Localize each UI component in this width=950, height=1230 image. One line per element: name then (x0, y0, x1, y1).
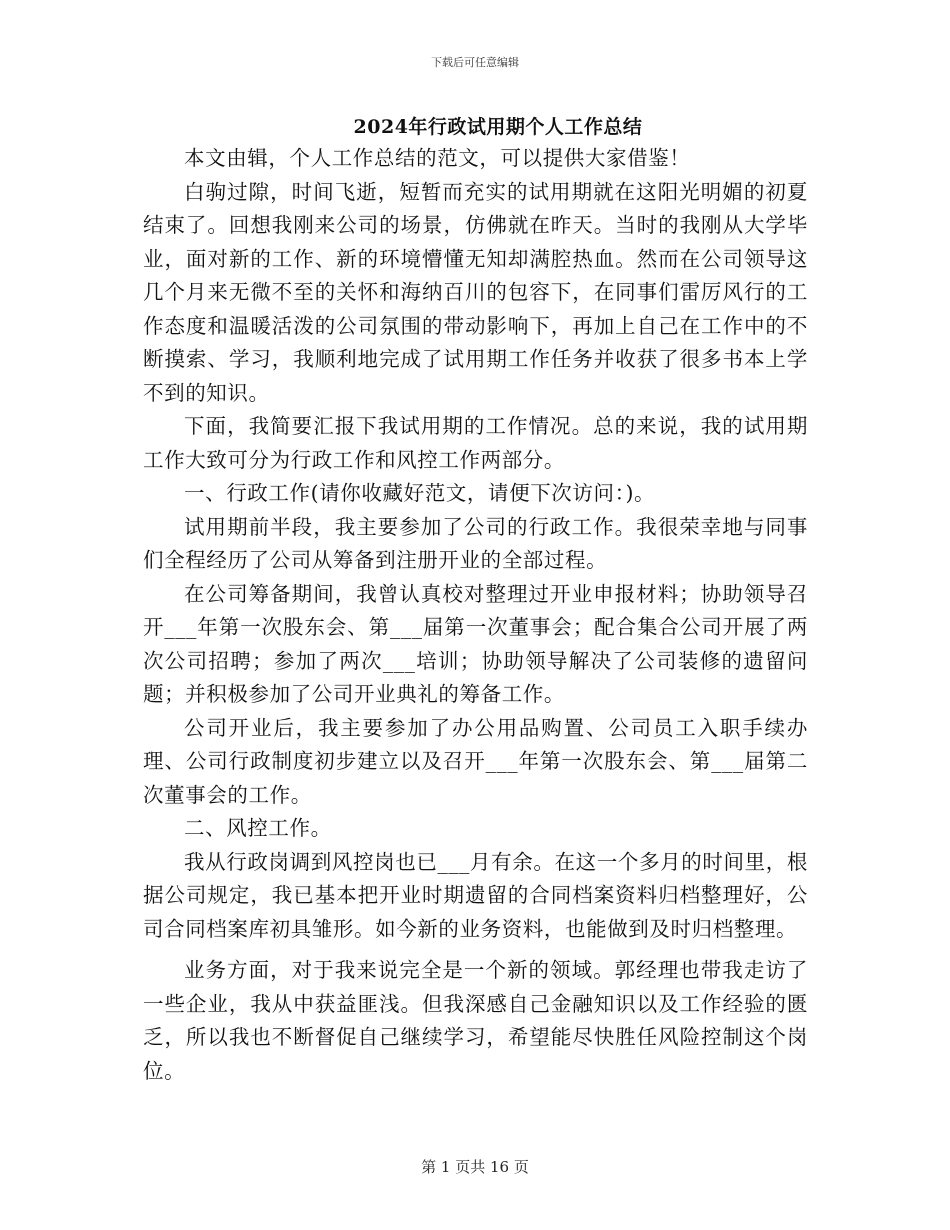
body-paragraph: 我从行政岗调到风控岗也已___月有余。在这一个多月的时间里，根据公司规定，我已基本把开业时期遗留的合同档案资料归档整理好，公司合同档案库初具雏形。如今新的业务资料，也能做到及时归档整理。 (143, 849, 808, 941)
section-heading-risk-control: 二、风控工作。 (184, 816, 332, 840)
body-paragraph: 试用期前半段，我主要参加了公司的行政工作。我很荣幸地与同事们全程经历了公司从筹备到注册开业的全部过程。 (143, 514, 808, 572)
document-title: 2024年行政试用期个人工作总结 (353, 116, 643, 138)
body-paragraph: 业务方面，对于我来说完全是一个新的领域。郭经理也带我走访了一些企业，我从中获益匪浅。但我深感自己金融知识以及工作经验的匮乏，所以我也不断督促自己继续学习，希望能尽快胜任风险控制这个岗位。 (143, 958, 808, 1083)
body-paragraph: 白驹过隙，时间飞逝，短暂而充实的试用期就在这阳光明媚的初夏结束了。回想我刚来公司的场景，仿佛就在昨天。当时的我刚从大学毕业，面对新的工作、新的环境懵懂无知却满腔热血。然而在公司领导这几个月来无微不至的关怀和海纳百川的包容下，在同事们雷厉风行的工作态度和温暖活泼的公司氛围的带动影响下，再加上自己在工作中的不断摸索、学习，我顺利地完成了试用期工作任务并收获了很多书本上学不到的知识。 (143, 179, 808, 405)
page-number: 第 1 页共 16 页 (421, 1158, 529, 1176)
page-header-note: 下载后可任意编辑 (431, 56, 519, 69)
document-body (143, 142, 808, 1088)
body-paragraph: 在公司筹备期间，我曾认真校对整理过开业申报材料；协助领导召开___年第一次股东会、第___届第一次董事会；配合集合公司开展了两次公司招聘；参加了两次___培训；协助领导解决了公司装修的遗留问题；并积极参加了公司开业典礼的筹备工作。 (143, 581, 808, 706)
body-paragraph: 公司开业后，我主要参加了办公用品购置、公司员工入职手续办理、公司行政制度初步建立以及召开___年第一次股东会、第___届第二次董事会的工作。 (143, 715, 808, 807)
body-paragraph: 下面，我简要汇报下我试用期的工作情况。总的来说，我的试用期工作大致可分为行政工作和风控工作两部分。 (143, 414, 808, 472)
intro-paragraph: 本文由辑，个人工作总结的范文，可以提供大家借鉴！ (184, 146, 691, 170)
section-heading-admin: 一、行政工作(请你收藏好范文，请便下次访问：)。 (184, 481, 656, 505)
